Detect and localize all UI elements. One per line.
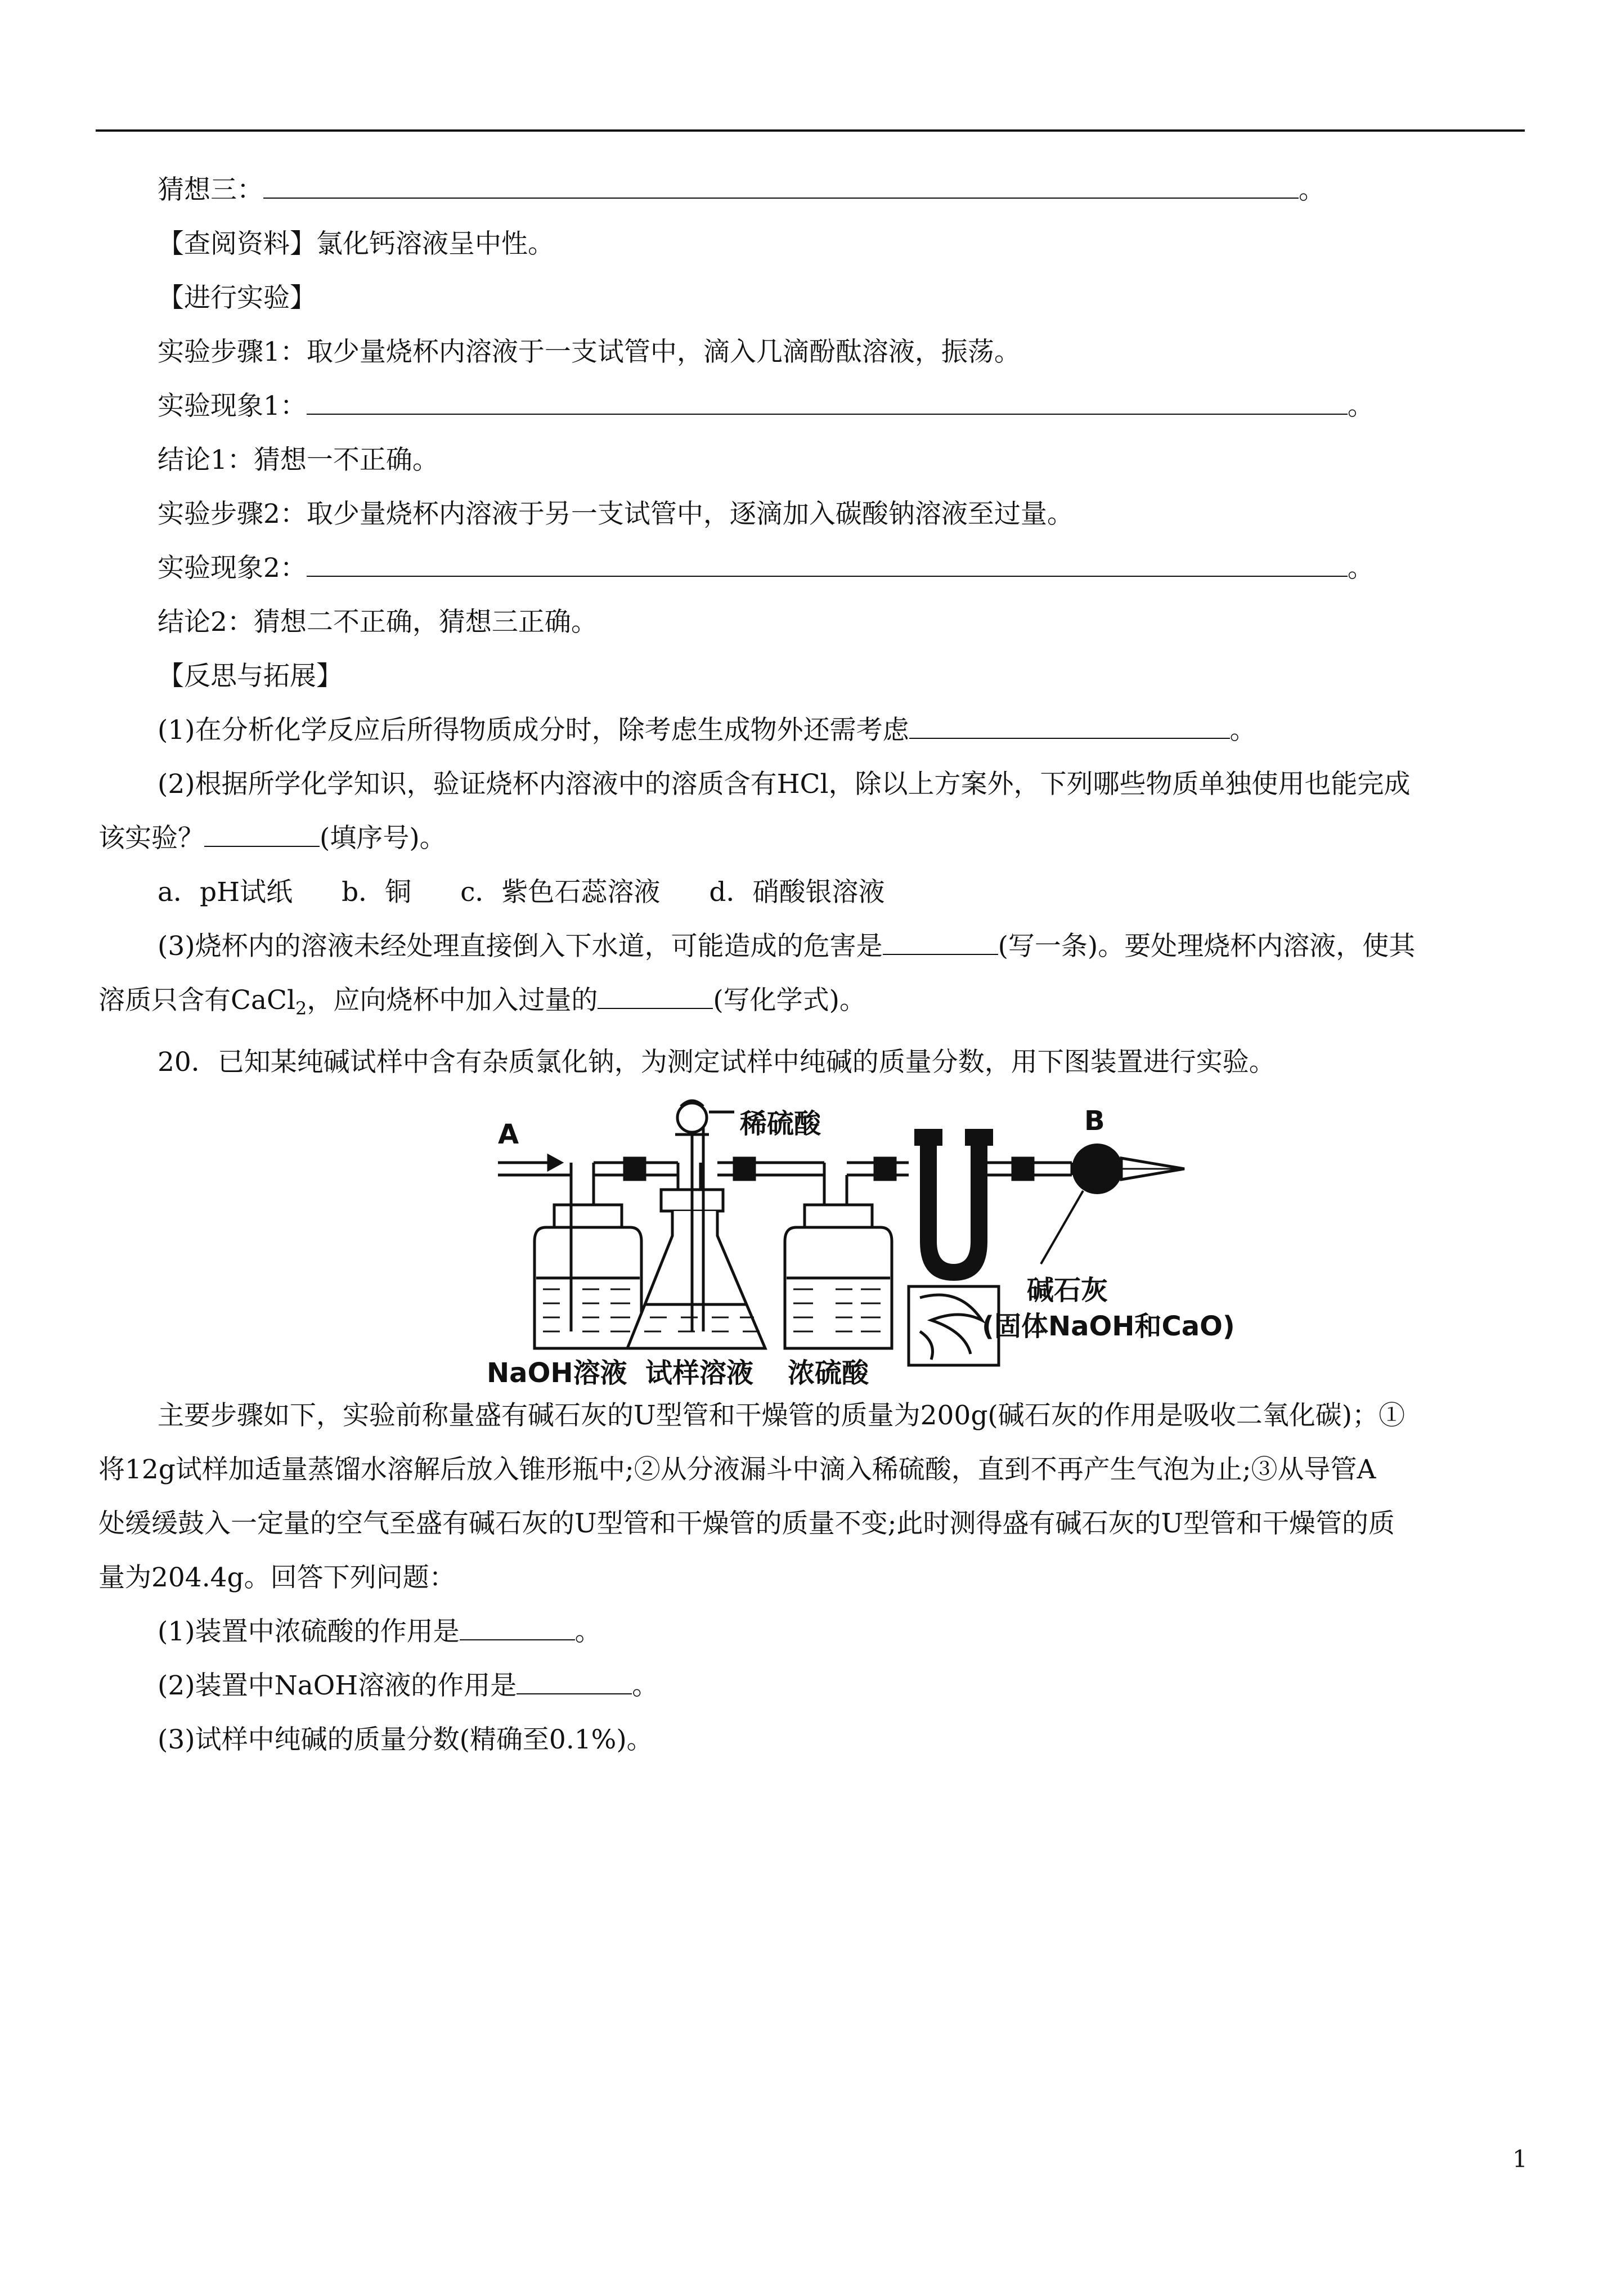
answer-blank[interactable] (598, 989, 713, 1009)
option-c: c．紫色石蕊溶液 (460, 877, 661, 908)
main-steps-line-d: 量为204.4g。回答下列问题： (98, 1562, 456, 1593)
document-content (98, 163, 1525, 1767)
phenomenon1-line: 实验现象1： 。 (158, 391, 1374, 421)
question3-line-b: 溶质只含有CaCl$_2$，应向烧杯中加入过量的 (写化学式)。 (98, 985, 866, 1019)
answer-blank[interactable] (263, 178, 1299, 199)
reference-info-line: 【查阅资料】氯化钙溶液呈中性。 (158, 228, 554, 259)
subquestion3-line: (3)试样中纯碱的质量分数(精确至0.1%)。 (158, 1724, 653, 1755)
subquestion1-line: (1)装置中浓硫酸的作用是 。 (158, 1616, 601, 1647)
header-rule (96, 129, 1525, 132)
label-dilute-sulfuric-acid: 稀硫酸 (740, 1108, 821, 1140)
label-naoh-solution: NaOH溶液 (487, 1357, 627, 1389)
option-a: a．pH试纸 (158, 877, 293, 908)
step2-line: 实验步骤2：取少量烧杯内溶液于另一支试管中，逐滴加入碳酸钠溶液至过量。 (158, 499, 1074, 530)
main-steps-line-b: 将12g试样加适量蒸馏水溶解后放入锥形瓶中;②从分液漏斗中滴入稀硫酸，直到不再产生气泡为止;③从导管A (98, 1454, 1376, 1485)
answer-blank[interactable] (909, 719, 1230, 739)
question1-line: (1)在分析化学反应后所得物质成分时，除考虑生成物外还需考虑 。 (158, 715, 1256, 746)
label-b: B (1084, 1105, 1105, 1137)
label-conc-sulfuric-acid: 浓硫酸 (788, 1357, 869, 1389)
experiment-heading: 【进行实验】 (158, 282, 316, 313)
option-b: b．铜 (342, 877, 412, 908)
answer-blank[interactable] (460, 1620, 575, 1640)
answer-blank[interactable] (307, 394, 1348, 415)
step1-line: 实验步骤1：取少量烧杯内溶液于一支试管中，滴入几滴酚酞溶液，振荡。 (158, 337, 1021, 367)
label-soda-lime-note: (固体NaOH和CaO) (982, 1311, 1235, 1342)
question2-options (98, 866, 1525, 920)
label-sample-solution: 试样溶液 (645, 1357, 754, 1389)
conclusion2-line: 结论2：猜想二不正确，猜想三正确。 (158, 607, 598, 638)
label-a: A (498, 1119, 519, 1150)
answer-blank[interactable] (517, 1674, 632, 1694)
option-d: d．硝酸银溶液 (709, 877, 885, 908)
answer-blank[interactable] (883, 935, 998, 955)
apparatus-figure (487, 1095, 1252, 1389)
guess3-line: 猜想三： 。 (158, 174, 1325, 205)
main-steps-line-c: 处缓缓鼓入一定量的空气至盛有碱石灰的U型管和干燥管的质量不变;此时测得盛有碱石灰的U型管和干燥管的质 (98, 1508, 1395, 1539)
question3-line-a: (3)烧杯内的溶液未经处理直接倒入下水道，可能造成的危害是 (写一条)。要处理烧杯内溶液，使其 (158, 931, 1416, 962)
phenomenon2-line: 实验现象2： 。 (158, 553, 1374, 584)
question2-line-b: 该实验？ (填序号)。 (98, 823, 446, 854)
page-number: 1 (1512, 2145, 1528, 2173)
main-steps-line-a: 主要步骤如下，实验前称量盛有碱石灰的U型管和干燥管的质量为200g(碱石灰的作用是吸收二氧化碳)；① (158, 1400, 1406, 1431)
answer-blank[interactable] (307, 557, 1348, 577)
question20-line: 20．已知某纯碱试样中含有杂质氯化钠，为测定试样中纯碱的质量分数，用下图装置进行实验。 (158, 1047, 1276, 1078)
reflect-heading: 【反思与拓展】 (158, 661, 343, 692)
answer-blank[interactable] (204, 827, 320, 847)
question2-line-a: (2)根据所学化学知识，验证烧杯内溶液中的溶质含有HCl，除以上方案外，下列哪些物质单独使用也能完成 (158, 769, 1411, 800)
subquestion2-line: (2)装置中NaOH溶液的作用是 。 (158, 1670, 659, 1701)
label-soda-lime: 碱石灰 (1027, 1275, 1108, 1306)
conclusion1-line: 结论1：猜想一不正确。 (158, 445, 439, 476)
